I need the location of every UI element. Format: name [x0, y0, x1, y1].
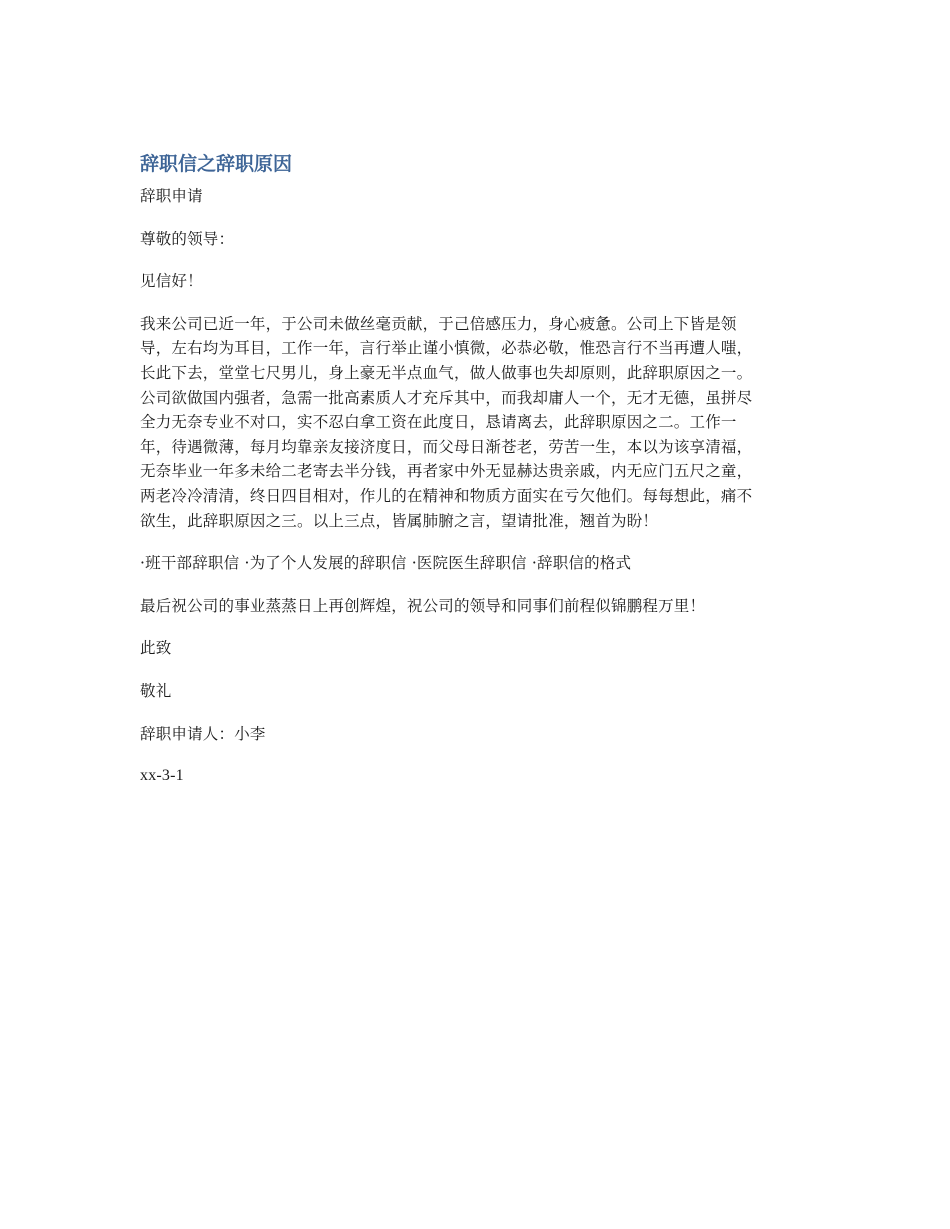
letter-date: xx-3-1	[140, 767, 184, 785]
body-line: 两老冷冷清清，终日四目相对，作儿的在精神和物质方面实在亏欠他们。每每想此，痛不	[140, 486, 753, 505]
closing-line-1: 此致	[140, 639, 172, 658]
body-line: 无奈毕业一年多未给二老寄去半分钱，再者家中外无显赫达贵亲戚，内无应门五尺之童，	[140, 462, 753, 481]
body-line: 导，左右均为耳目，工作一年，言行举止谨小慎微，必恭必敬，惟恐言行不当再遭人嗤，	[140, 339, 753, 358]
body-line: 全力无奈专业不对口，实不忍白拿工资在此度日，恳请离去，此辞职原因之二。工作一	[140, 413, 737, 432]
body-line: 年，待遇微薄，每月均靠亲友接济度日，而父母日渐苍老，劳苦一生，本以为该享清福，	[140, 437, 753, 456]
related-link-hospital-doctor[interactable]: ·医院医生辞职信	[406, 554, 527, 573]
related-links	[140, 551, 810, 576]
body-line: 长此下去，堂堂七尺男儿，身上豪无半点血气，做人做事也失却原则，此辞职原因之一。	[140, 363, 753, 382]
letter-subtitle: 辞职申请	[140, 187, 203, 205]
related-link-class-cadre[interactable]: ·班干部辞职信	[140, 554, 240, 573]
letter-body	[140, 312, 810, 533]
wishes: 最后祝公司的事业蒸蒸日上再创辉煌，祝公司的领导和同事们前程似锦鹏程万里！	[140, 596, 706, 615]
greeting: 见信好！	[140, 272, 203, 291]
body-line: 欲生，此辞职原因之三。以上三点，皆属肺腑之言，望请批准，翘首为盼！	[140, 511, 659, 530]
closing-line-2: 敬礼	[140, 681, 172, 700]
signature: 辞职申请人：小李	[140, 724, 266, 743]
body-line: 我来公司已近一年，于公司未做丝毫贡献，于己倍感压力，身心疲惫。公司上下皆是领	[140, 314, 737, 333]
body-line: 公司欲做国内强者，急需一批高素质人才充斥其中，而我却庸人一个，无才无德，虽拼尽	[140, 388, 753, 407]
related-link-format[interactable]: ·辞职信的格式	[526, 554, 632, 573]
resignation-letter	[140, 150, 810, 789]
page-title: 辞职信之辞职原因	[140, 153, 293, 175]
related-link-personal-development[interactable]: ·为了个人发展的辞职信	[239, 554, 407, 573]
salutation: 尊敬的领导：	[140, 229, 235, 248]
